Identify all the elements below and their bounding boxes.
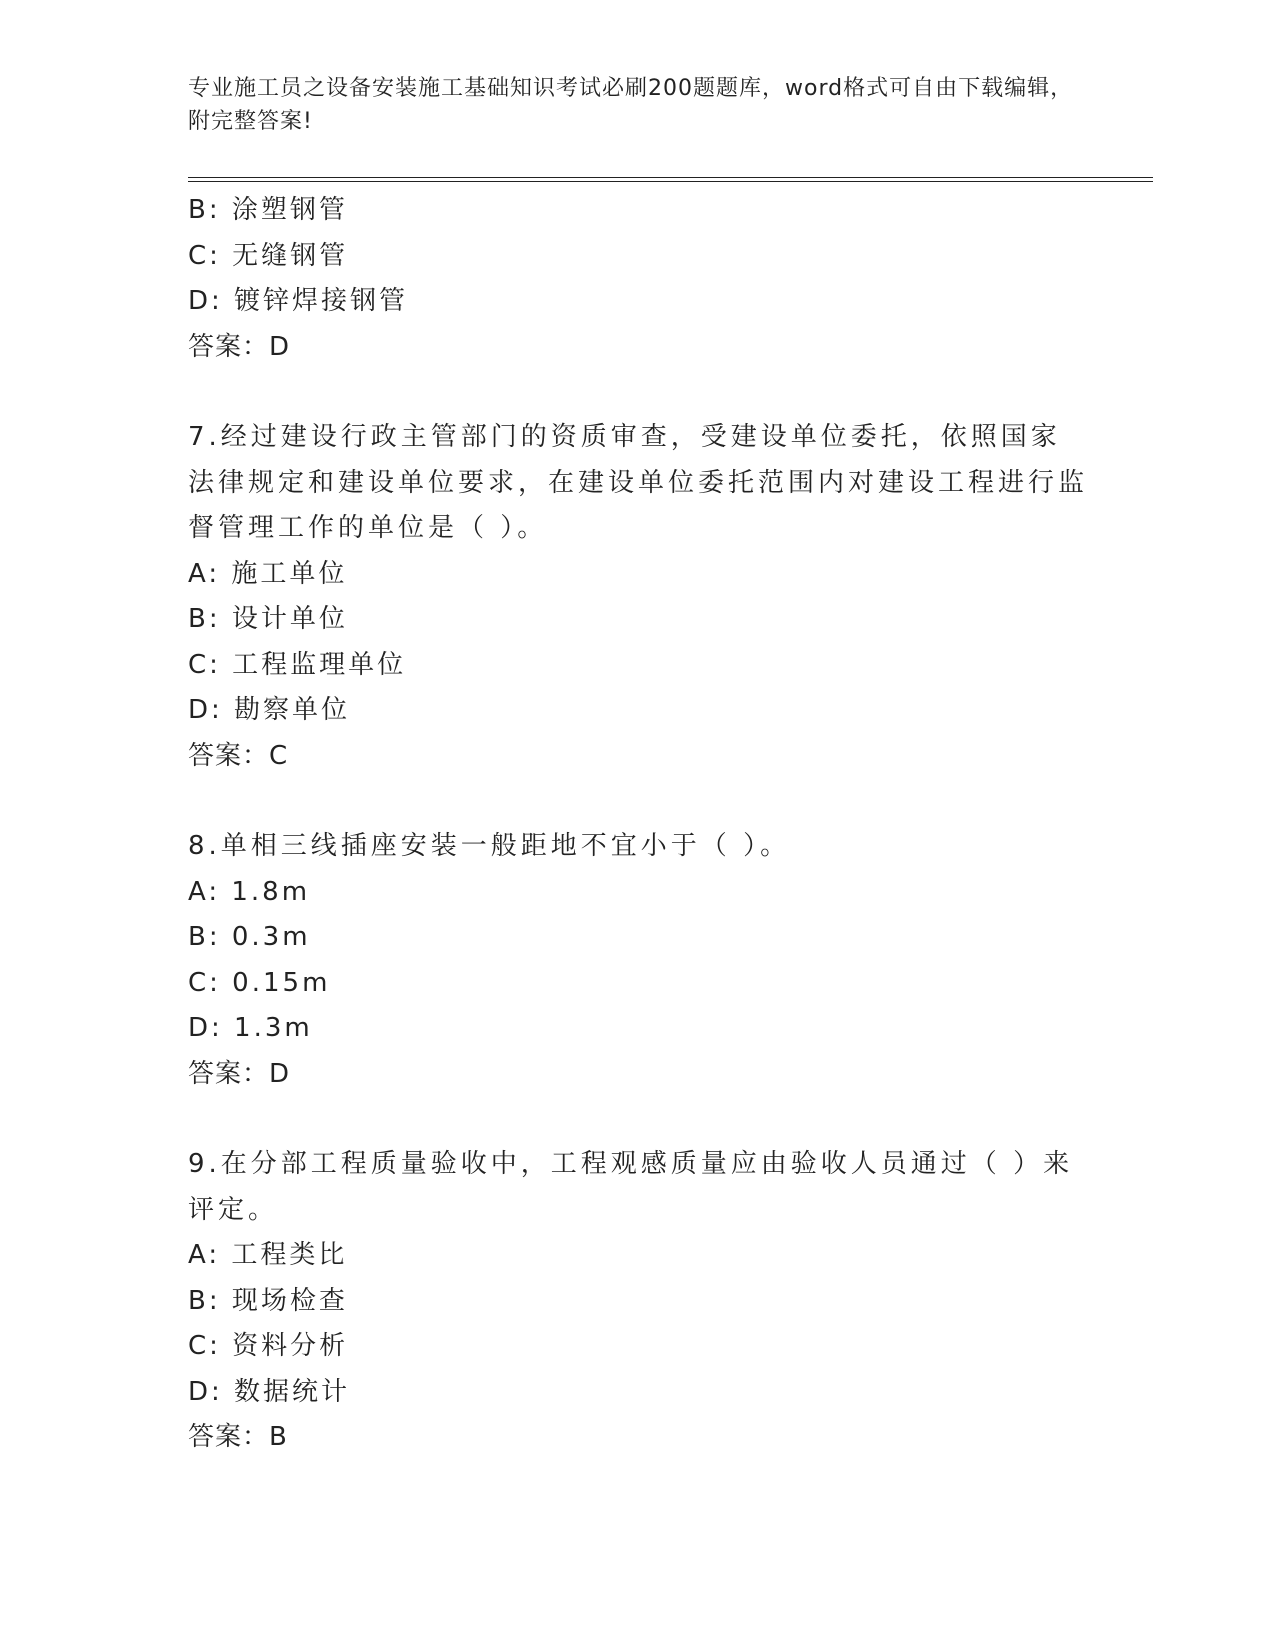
question-stem: 9.在分部工程质量验收中，工程观感质量应由验收人员通过（ ）来评定。: [188, 1149, 1074, 1225]
option-c: C: 工程监理单位: [188, 649, 407, 680]
spacer: [188, 370, 1088, 415]
option-a: A: 施工单位: [188, 558, 348, 589]
question-9: [188, 1142, 1088, 1461]
answer-line: 答案：B: [188, 1422, 288, 1452]
option-a: A: 工程类比: [188, 1240, 348, 1270]
answer-line: 答案：D: [188, 1058, 291, 1089]
option-b: B: 设计单位: [188, 604, 348, 634]
document-header: 专业施工员之设备安装施工基础知识考试必刷200题题库，word格式可自由下载编辑，附完整答案!: [188, 76, 1074, 134]
option-d: D: 数据统计: [188, 1376, 351, 1407]
option-a: A: 1.8m: [188, 876, 311, 907]
option-b: B: 现场检查: [188, 1285, 348, 1316]
option-d: D: 镀锌焊接钢管: [188, 286, 409, 316]
option-d: D: 勘察单位: [188, 695, 351, 725]
header-rule-top: [188, 177, 1153, 178]
option-d: D: 1.3m: [188, 1013, 313, 1043]
partial-question: [188, 188, 1088, 370]
question-7: [188, 415, 1088, 779]
answer-line: 答案：C: [188, 740, 289, 771]
header-rule-bottom: [188, 181, 1153, 182]
question-8: [188, 824, 1088, 1097]
option-b: B: 0.3m: [188, 922, 311, 952]
document-body: [188, 188, 1088, 1461]
spacer: [188, 779, 1088, 824]
option-c: C: 资料分析: [188, 1331, 349, 1361]
option-b: B: 涂塑钢管: [188, 195, 348, 225]
question-stem: 7.经过建设行政主管部门的资质审查，受建设单位委托，依照国家法律规定和建设单位要求，在建设单位委托范围内对建设工程进行监督管理工作的单位是（ ）。: [188, 422, 1089, 543]
question-stem: 8.单相三线插座安装一般距地不宜小于（ ）。: [188, 831, 791, 861]
spacer: [188, 1097, 1088, 1142]
option-c: C: 无缝钢管: [188, 240, 349, 271]
option-c: C: 0.15m: [188, 967, 331, 998]
answer-line: 答案：D: [188, 331, 291, 362]
